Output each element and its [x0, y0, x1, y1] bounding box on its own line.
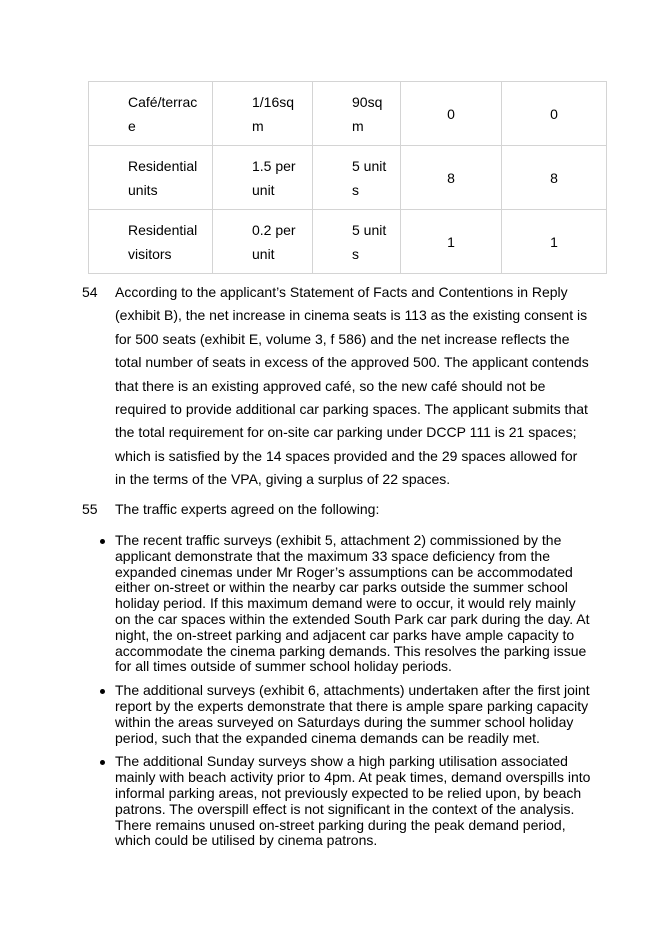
table-cell-value: 0	[502, 82, 607, 146]
list-item	[98, 533, 592, 675]
parking-requirements-table	[88, 81, 607, 274]
list-item-text: The additional surveys (exhibit 6, attachments) undertaken after the first joint report by the experts demonstrate that there is ample spare parking capacity within the areas surveyed on Saturdays during the summer school holiday period, such that the expanded cinema demands can be readily met.	[115, 682, 590, 746]
bullet-icon	[100, 539, 105, 544]
list-item-text: The additional Sunday surveys show a high parking utilisation associated mainly with beach activity prior to 4pm. At peak times, demand overspills into informal parking areas, not previously expected to be relied upon, by beach patrons. The overspill effect is not significant in the context of the analysis. There remains unused on-street parking during the peak demand period, which could be utilised by cinema patrons.	[115, 753, 591, 849]
bullet-icon	[100, 689, 105, 694]
table-cell-area: 5 units	[313, 146, 401, 210]
table-cell-use: Residential visitors	[89, 210, 213, 274]
paragraph-text: According to the applicant’s Statement of Facts and Contentions in Reply (exhibit B), the net increase in cinema seats is 113 as the existing consent is for 500 seats (exhibit E, volume 3, f 586) and the net increase reflects the total number of seats in excess of the approved 500. The applicant contends that there is an existing approved café, so the new café should not be required to provide additional car parking spaces. The applicant submits that the total requirement for on-site car parking under DCCP 111 is 21 spaces; which is satisfied by the 14 spaces provided and the 29 spaces allowed for in the terms of the VPA, giving a surplus of 22 spaces.	[115, 284, 589, 488]
list-item-text: The recent traffic surveys (exhibit 5, attachment 2) commissioned by the applicant demonstrate that the maximum 33 space deficiency from the expanded cinemas under Mr Roger’s assumptions can be accommodated either on-street or within the nearby car parks outside the summer school holiday period. If this maximum demand were to occur, it would rely mainly on the car spaces within the extended South Park car park during the day. At night, the on-street parking and adjacent car parks have ample capacity to accommodate the cinema parking demands. This resolves the parking issue for all times outside of summer school holiday periods.	[115, 532, 590, 675]
table-cell-rate: 1/16sqm	[213, 82, 313, 146]
paragraph-number: 54	[82, 284, 98, 300]
paragraph-text: The traffic experts agreed on the following:	[115, 501, 380, 517]
table-cell-use: Residential units	[89, 146, 213, 210]
paragraph-55	[82, 498, 592, 521]
table-cell-value: 8	[502, 146, 607, 210]
table-cell-value: 0	[401, 82, 502, 146]
table-cell-rate: 0.2 per unit	[213, 210, 313, 274]
agreed-points-list	[98, 533, 592, 857]
table-cell-value: 1	[401, 210, 502, 274]
table-row	[89, 146, 607, 210]
table-row	[89, 82, 607, 146]
list-item	[98, 754, 592, 849]
table-cell-use: Café/terrace	[89, 82, 213, 146]
bullet-icon	[100, 760, 105, 765]
paragraph-54	[82, 281, 592, 492]
table-cell-value: 8	[401, 146, 502, 210]
table-cell-area: 90sqm	[313, 82, 401, 146]
table-row	[89, 210, 607, 274]
table-cell-area: 5 units	[313, 210, 401, 274]
table-cell-value: 1	[502, 210, 607, 274]
paragraph-number: 55	[82, 501, 98, 517]
list-item	[98, 683, 592, 746]
table-cell-rate: 1.5 per unit	[213, 146, 313, 210]
